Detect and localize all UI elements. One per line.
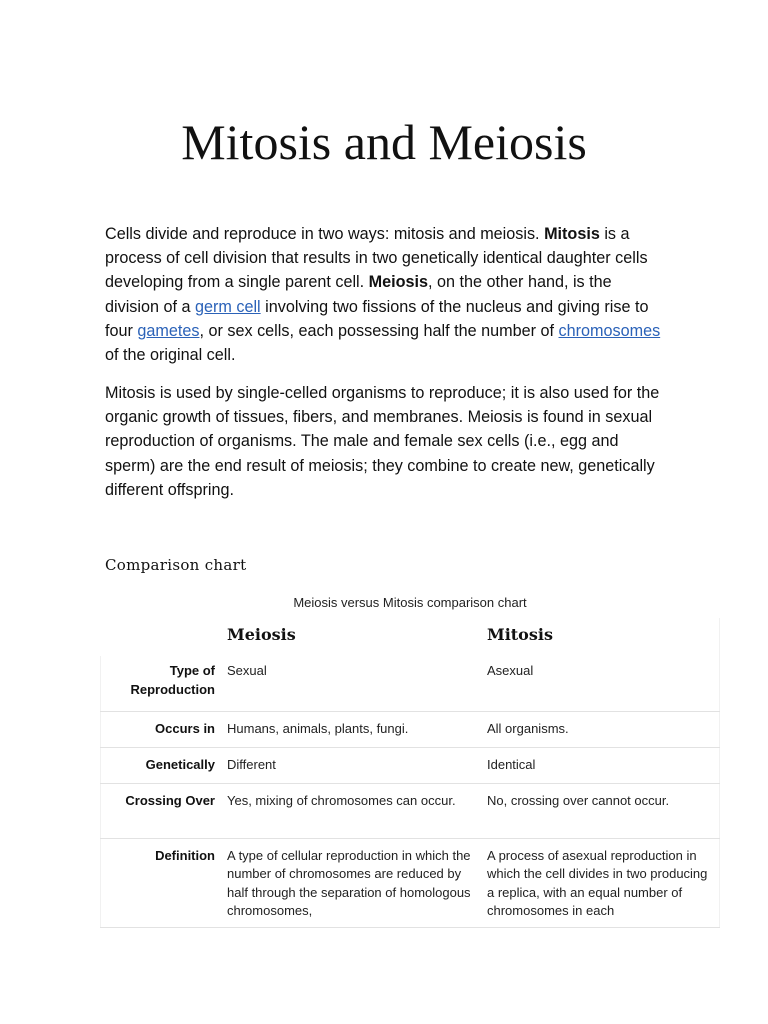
header-meiosis: Meiosis	[227, 625, 296, 644]
intro-text: Cells divide and reproduce in two ways: mitosis and meiosis.	[105, 225, 545, 243]
row-label: Type of Reproduction	[100, 656, 221, 711]
table-row	[100, 747, 720, 783]
table-row	[100, 711, 720, 747]
row-label: Crossing Over	[100, 783, 221, 838]
section-heading: Comparison chart	[105, 556, 247, 574]
row-label: Definition	[100, 838, 221, 927]
mitosis-cell: Identical	[481, 747, 720, 783]
table-header-row	[100, 618, 720, 656]
mitosis-cell: No, crossing over cannot occur.	[481, 783, 720, 838]
comparison-table	[100, 618, 720, 928]
meiosis-cell: Yes, mixing of chromosomes can occur.	[221, 783, 481, 838]
header-empty-cell	[100, 618, 221, 656]
table-row	[100, 838, 720, 927]
mitosis-cell: A process of asexual reproduction in which the cell divides in two producing a replica, with an equal number of chromosomes in each	[481, 838, 720, 927]
meiosis-cell: Humans, animals, plants, fungi.	[221, 711, 481, 747]
mitosis-cell: All organisms.	[481, 711, 720, 747]
germ-cell-link[interactable]: germ cell	[194, 297, 261, 316]
meiosis-cell: Different	[221, 747, 481, 783]
row-label: Occurs in	[100, 711, 221, 747]
mitosis-cell: Asexual	[481, 656, 720, 711]
gametes-link[interactable]: gametes	[137, 321, 200, 340]
meiosis-cell: A type of cellular reproduction in which the number of chromosomes are reduced by half through the separation of homologous chromosomes,	[221, 838, 481, 927]
table-row	[100, 656, 720, 711]
header-mitosis: Mitosis	[487, 625, 553, 644]
mitosis-bold-term: Mitosis	[544, 225, 600, 243]
table-caption: Meiosis versus Mitosis comparison chart	[293, 595, 527, 610]
intro-text: of the original cell.	[105, 346, 236, 365]
table-row	[100, 783, 720, 838]
intro-paragraph-1	[105, 222, 665, 367]
page-title: Mitosis and Meiosis	[181, 114, 587, 170]
intro-text: is a process of cell division that results in two genetically identical daughter cells developing from a single parent cell.	[105, 225, 648, 292]
intro-text: , or sex cells, each possessing half the number of	[199, 321, 559, 340]
chromosomes-link[interactable]: chromosomes	[558, 321, 661, 340]
intro-text: involving two fissions of the nucleus and giving rise to four	[105, 297, 649, 340]
meiosis-bold-term: Meiosis	[368, 273, 429, 292]
intro-text: , on the other hand, is the division of a	[105, 273, 612, 316]
row-label: Genetically	[100, 747, 221, 783]
meiosis-cell: Sexual	[221, 656, 481, 711]
intro-paragraph-2: Mitosis is used by single-celled organisms to reproduce; it is also used for the organic growth of tissues, fibers, and membranes. Meiosis is found in sexual reproduction of organisms. The male and female sex cells (i.e., egg and sperm) are the end result of meiosis; they combine to create new, genetically different offspring.	[105, 384, 660, 499]
